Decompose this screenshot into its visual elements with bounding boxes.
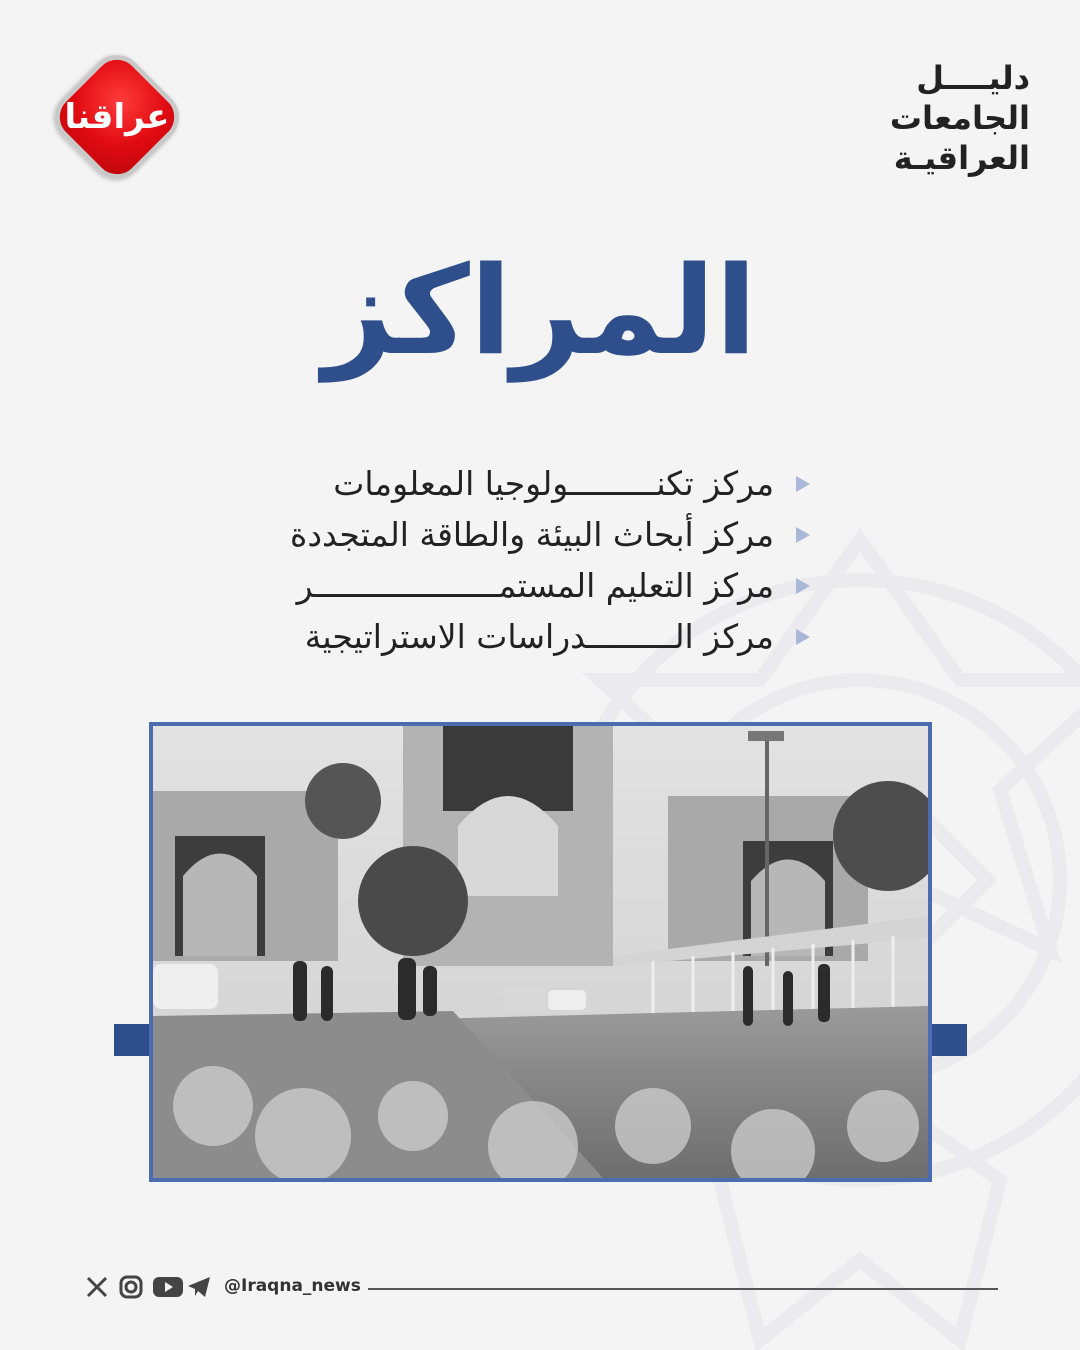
guide-line-3: العراقيـة xyxy=(893,139,1030,177)
triangle-bullet-icon xyxy=(796,476,810,492)
guide-title xyxy=(870,58,1030,178)
center-label: مركز أبحاث البيئة والطاقة المتجددة xyxy=(290,515,774,554)
telegram-icon[interactable] xyxy=(186,1274,212,1300)
page-title: المراكز xyxy=(323,240,757,382)
frame-tab-right xyxy=(930,1024,967,1056)
centers-list xyxy=(260,458,810,662)
guide-line-1: دليــــل xyxy=(916,59,1030,97)
triangle-bullet-icon xyxy=(796,629,810,645)
center-label: مركز التعليم المستمـــــــــــــــــــر xyxy=(296,566,774,605)
frame-tab-left xyxy=(114,1024,152,1056)
triangle-bullet-icon xyxy=(796,527,810,543)
social-icons xyxy=(84,1274,212,1300)
triangle-bullet-icon xyxy=(796,578,810,594)
university-photo xyxy=(149,722,932,1182)
social-handle[interactable]: @Iraqna_news xyxy=(224,1276,361,1296)
logo-text: عراقنا xyxy=(64,97,170,137)
list-item xyxy=(260,560,810,611)
instagram-icon[interactable] xyxy=(118,1274,144,1300)
list-item xyxy=(260,611,810,662)
x-icon[interactable] xyxy=(84,1274,110,1300)
guide-line-2: الجامعات xyxy=(889,99,1030,137)
youtube-icon[interactable] xyxy=(152,1274,178,1300)
list-item xyxy=(260,509,810,560)
center-label: مركز تكنـــــــــولوجيا المعلومات xyxy=(333,464,774,503)
footer-divider xyxy=(368,1288,998,1290)
iraqna-logo xyxy=(51,51,183,183)
university-gate-photo-icon xyxy=(153,726,928,1178)
center-label: مركز الـــــــــدراسات الاستراتيجية xyxy=(304,617,774,656)
list-item xyxy=(260,458,810,509)
